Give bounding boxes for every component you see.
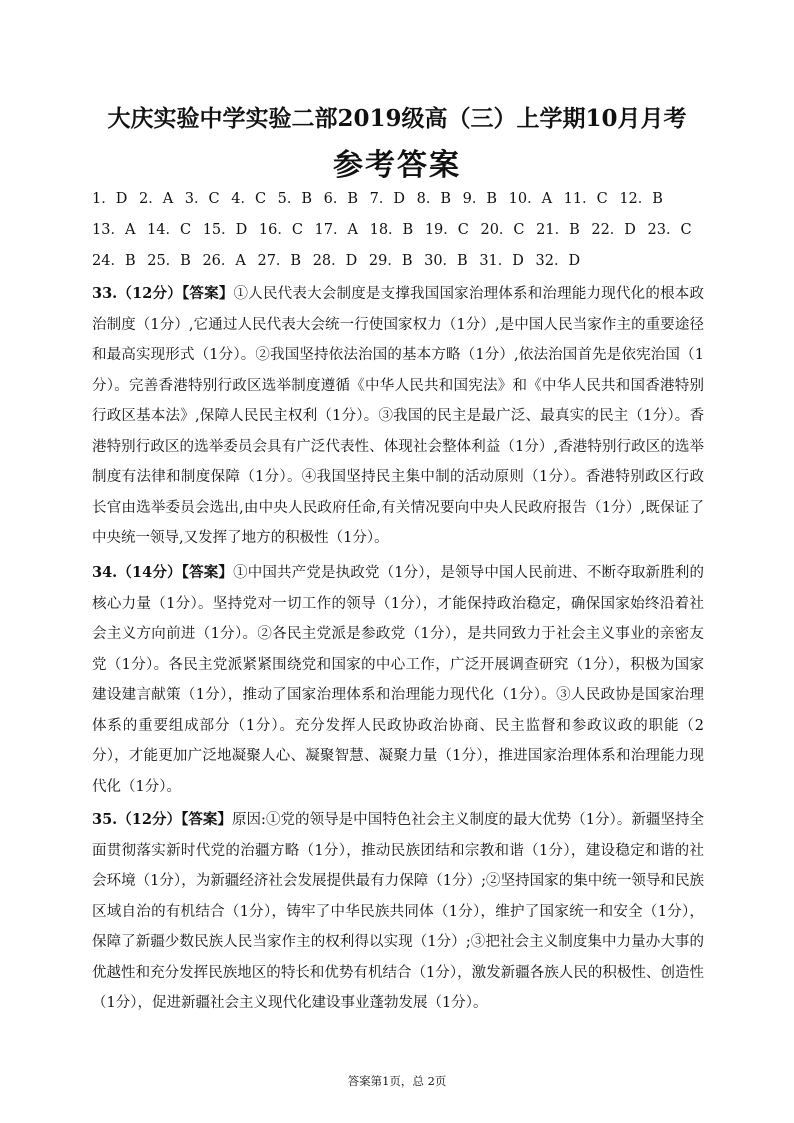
answer-item: 13．A bbox=[92, 222, 136, 238]
question-34-answer bbox=[92, 558, 704, 802]
answer-item: 20．C bbox=[480, 222, 525, 238]
answer-item: 9．B bbox=[462, 191, 498, 207]
answer-item: 24．B bbox=[92, 253, 136, 269]
answer-item: 31．D bbox=[479, 253, 524, 269]
answer-item: 8．B bbox=[416, 191, 452, 207]
answer-item: 10．A bbox=[508, 191, 553, 207]
answer-item: 26．A bbox=[202, 253, 246, 269]
answer-item: 5．B bbox=[277, 191, 313, 207]
question-33-text: ①人民代表大会制度是支撑我国国家治理体系和治理能力现代化的根本政治制度（1分）,它通过人民代表大会统一行使国家权力（1分）,是中国人民当家作主的重要途径和最高实现形式（1分）。②我国坚持依法治国的基本方略（1分）,依法治国首先是依宪治国（1分）。完善香港特别行政区选举制度遵循《中华人民共和国宪法》和《中华人民共和国香港特别行政区基本法》,保障人民民主权利（1分）。③我国的民主是最广泛、最真实的民主（1分）。香港特别行政区的选举委员会具有广泛代表性、体现社会整体利益（1分）,香港特别行政区的选举制度有法律和制度保障（1分）。④我国坚持民主集中制的活动原则（1分）。香港特别政区行政长官由选举委员会选出,由中央人民政府任命,有关情况要向中央人民政府报告（1分）,既保证了中央统一领导,又发挥了地方的积极性（1分）。 bbox=[92, 286, 704, 546]
answer-item: 29．B bbox=[368, 253, 413, 269]
question-35-text: 原因:①党的领导是中国特色社会主义制度的最大优势（1分）。新疆坚持全面贯彻落实新时代党的治疆方略（1分），推动民族团结和宗教和谐（1分），建设稳定和谐的社会环境（1分），为新疆经济社会发展提供最有力保障（1分）;②坚持国家的集中统一领导和民族区域自治的有机结合（1分），铸牢了中华民族共同体（1分），维护了国家统一和安全（1分），保障了新疆少数民族人民当家作主的权利得以实现（1分）;③把社会主义制度集中力量办大事的优越性和充分发挥民族地区的特长和优势有机结合（1分），激发新疆各族人民的积极性、创造性（1分），促进新疆社会主义现代化建设事业蓬勃发展（1分）。 bbox=[92, 812, 705, 1011]
answer-item: 25．B bbox=[147, 253, 191, 269]
question-33-answer bbox=[92, 279, 704, 554]
page-footer: 答案第1页，总 2页 bbox=[347, 1074, 447, 1088]
answer-item: 22．D bbox=[591, 222, 636, 238]
answer-item: 7．D bbox=[369, 191, 406, 207]
answer-item: 3．C bbox=[184, 191, 220, 207]
answer-item: 12．B bbox=[619, 191, 663, 207]
answer-item: 21．B bbox=[536, 222, 580, 238]
page-title: 大庆实验中学实验二部2019级高（三）上学期10月月考 bbox=[107, 105, 687, 132]
answer-item: 16．C bbox=[258, 222, 303, 238]
question-35-answer bbox=[92, 805, 704, 1019]
answer-item: 6．B bbox=[323, 191, 359, 207]
answer-item: 32．D bbox=[535, 253, 581, 269]
answers-row-1 bbox=[92, 184, 732, 215]
answer-item: 11．C bbox=[563, 191, 608, 207]
page-subtitle: 参考答案 bbox=[333, 148, 461, 183]
answer-item: 30．B bbox=[424, 253, 468, 269]
question-35-heading: 35.（12分）【答案】 bbox=[92, 811, 232, 828]
answer-item: 15．D bbox=[202, 222, 248, 238]
answer-item: 28．D bbox=[312, 253, 358, 269]
answer-item: 23．C bbox=[647, 222, 692, 238]
question-34-text: ①中国共产党是执政党（1分），是领导中国人民前进、不断夺取新胜利的核心力量（1分）。坚持党对一切工作的领导（1分），才能保持政治稳定，确保国家始终沿着社会主义方向前进（1分）。②各民主党派是参政党（1分），是共同致力于社会主义事业的亲密友党（1分）。各民主党派紧紧围绕党和国家的中心工作，广泛开展调查研究（1分），积极为国家建设建言献策（1分），推动了国家治理体系和治理能力现代化（1分）。③人民政协是国家治理体系的重要组成部分（1分）。充分发挥人民政协政治协商、民主监督和参政议政的职能（2分），才能更加广泛地凝聚人心、凝聚智慧、凝聚力量（1分），推进国家治理体系和治理能力现代化（1分）。 bbox=[92, 565, 704, 795]
answer-item: 17．A bbox=[314, 222, 358, 238]
answer-item: 1．D bbox=[92, 191, 128, 207]
answer-item: 27．B bbox=[257, 253, 302, 269]
question-34-heading: 34.（14分）【答案】 bbox=[92, 564, 234, 581]
question-33-heading: 33.（12分）【答案】 bbox=[92, 285, 234, 302]
answer-item: 18．B bbox=[369, 222, 414, 238]
choice-answers bbox=[92, 184, 732, 277]
answer-item: 2．A bbox=[138, 191, 174, 207]
answers-row-2 bbox=[92, 215, 732, 246]
answers-row-3 bbox=[92, 246, 732, 277]
answer-item: 19．C bbox=[424, 222, 469, 238]
answer-item: 14．C bbox=[147, 222, 192, 238]
answer-item: 4．C bbox=[231, 191, 267, 207]
